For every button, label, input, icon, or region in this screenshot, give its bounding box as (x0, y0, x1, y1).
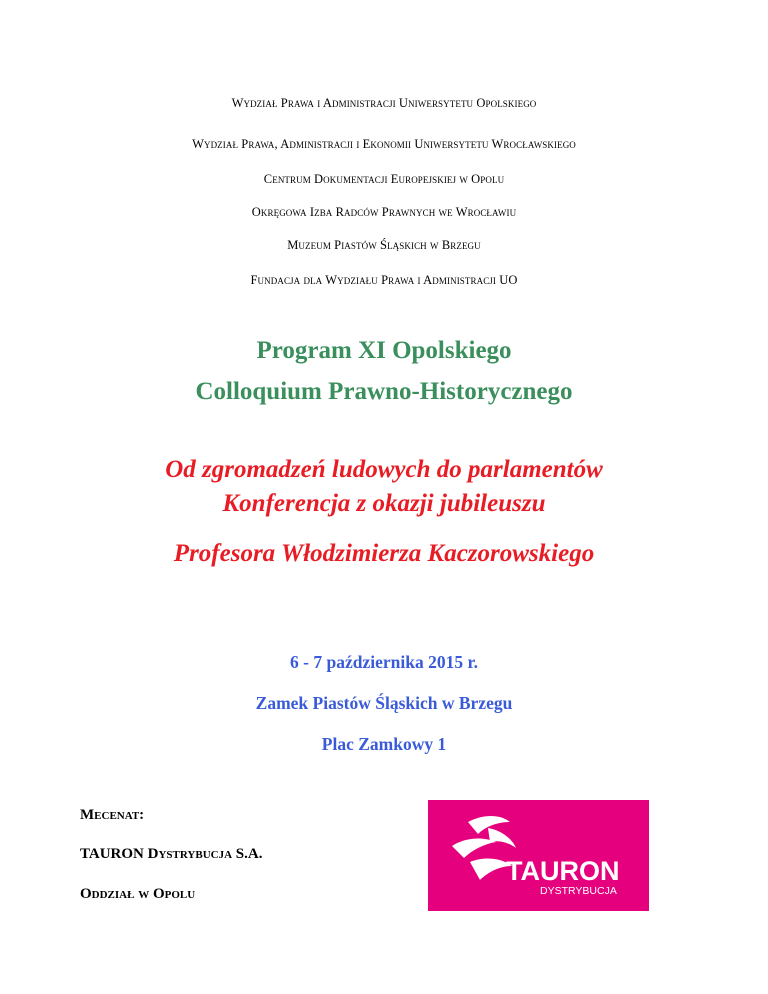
organizer-line: Wydział Prawa, Administracji i Ekonomii Uniwersytetu Wrocławskiego (192, 137, 576, 151)
organizer-line: Okręgowa Izba Radców Prawnych we Wrocławiu (251, 205, 517, 219)
event-venue: Zamek Piastów Śląskich w Brzegu (255, 693, 513, 713)
conference-title-line1: Od zgromadzeń ludowych do parlamentów (165, 456, 603, 483)
program-title-line1: Program XI Opolskiego (256, 337, 512, 364)
conference-title-line2: Konferencja z okazji jubileuszu (222, 490, 546, 517)
event-address: Plac Zamkowy 1 (321, 734, 447, 754)
tauron-logo (428, 800, 649, 911)
organizer-line: Centrum Dokumentacji Europejskiej w Opolu (263, 172, 505, 186)
patron-label: Mecenat: (80, 807, 145, 823)
organizer-line: Fundacja dla Wydziału Prawa i Administracji UO (250, 273, 518, 287)
logo-sub: DYSTRYBUCJA (540, 885, 617, 897)
program-title-line2: Colloquium Prawno-Historycznego (195, 378, 573, 405)
conference-title-line3: Profesora Włodzimierza Kaczorowskiego (173, 540, 595, 567)
patron-name: TAURON Dystrybucja S.A. (80, 846, 263, 862)
organizer-line: Muzeum Piastów Śląskich w Brzegu (287, 238, 481, 252)
logo-name: TAURON (506, 856, 620, 886)
organizer-line: Wydział Prawa i Administracji Uniwersytetu Opolskiego (231, 96, 537, 110)
patron-branch: Oddział w Opolu (80, 886, 196, 902)
event-date: 6 - 7 października 2015 r. (290, 652, 478, 672)
